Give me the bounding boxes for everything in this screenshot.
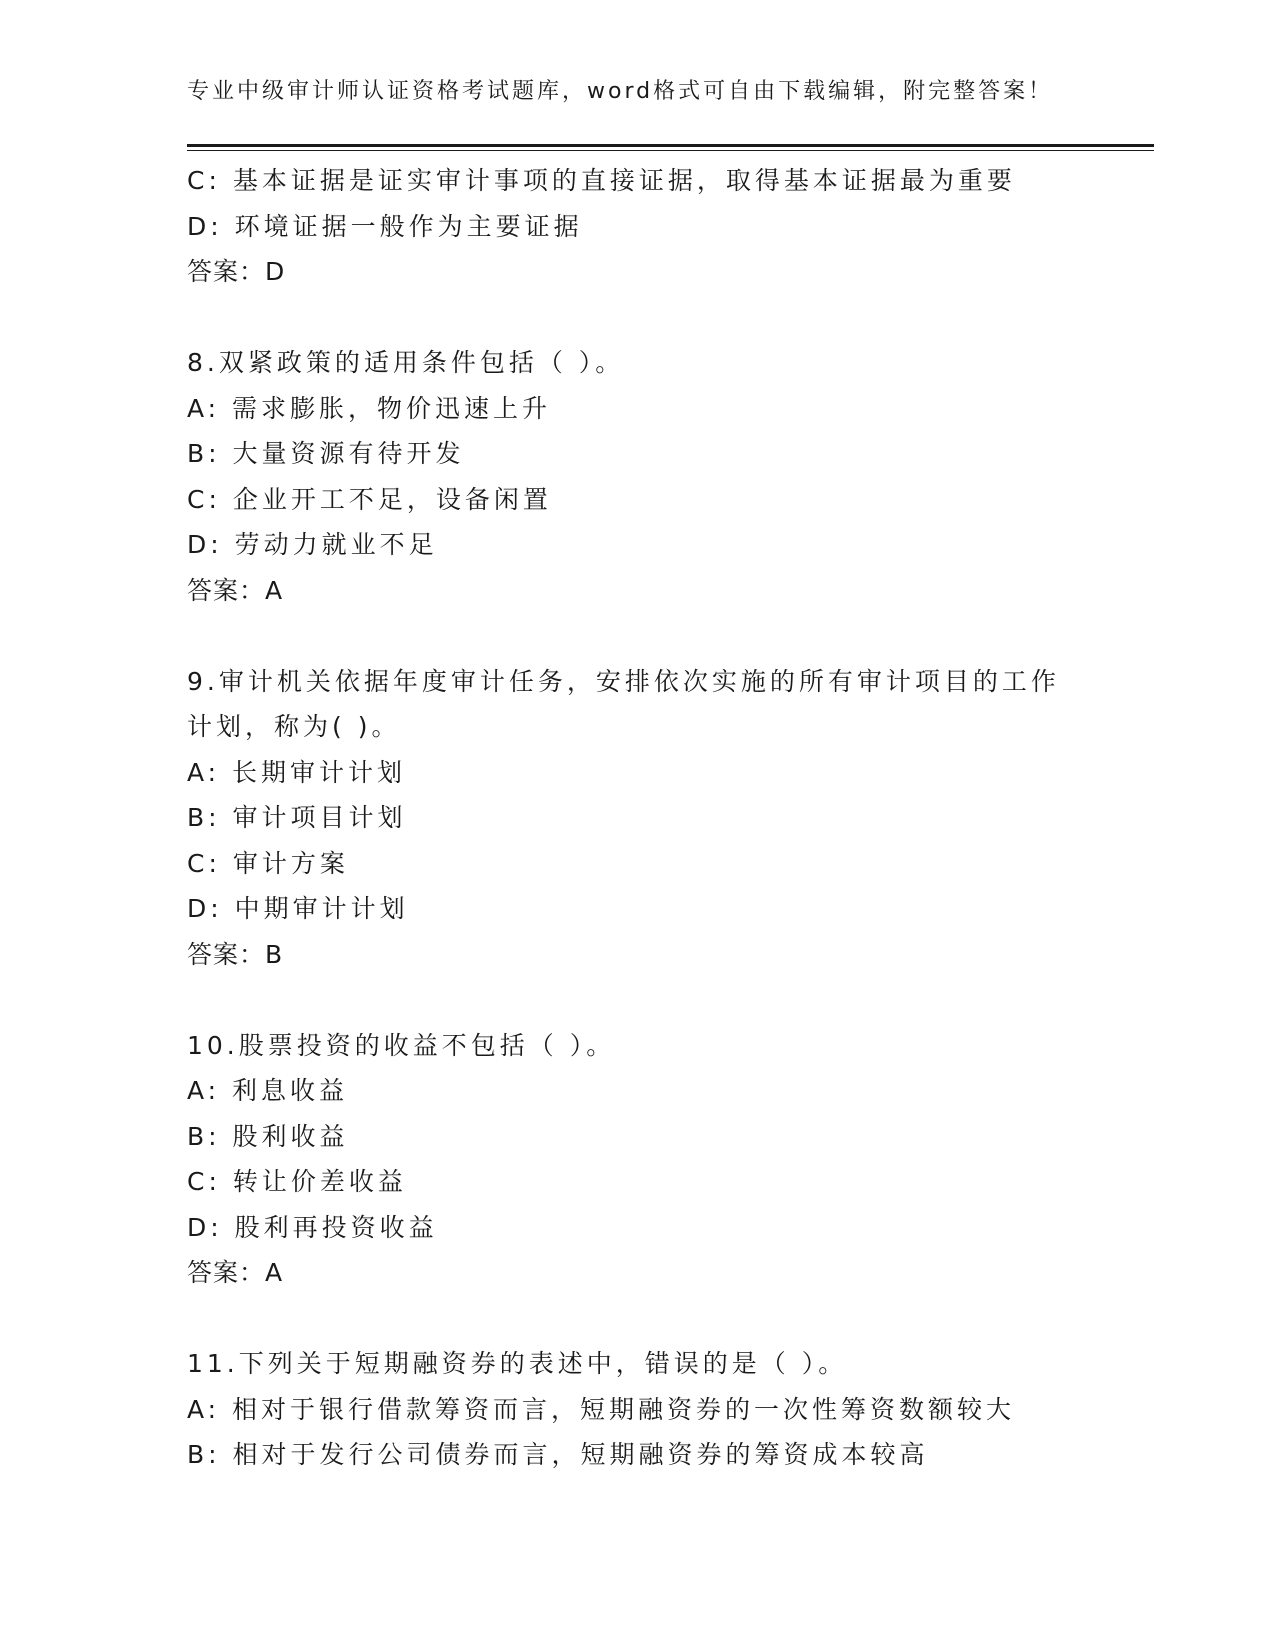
q8-stem: 8.双紧政策的适用条件包括（ ）。 (187, 348, 625, 377)
q9-option-a: A: 长期审计计划 (187, 757, 407, 787)
q10-option-b: B: 股利收益 (187, 1121, 349, 1151)
header-rule-thick (187, 144, 1154, 147)
q9-stem-line1: 9.审计机关依据年度审计任务，安排依次实施的所有审计项目的工作 (187, 666, 1060, 696)
q11-option-b: B: 相对于发行公司债券而言，短期融资券的筹资成本较高 (187, 1440, 929, 1469)
spacer (187, 1296, 1087, 1342)
header-rule-thin (187, 150, 1154, 151)
spacer (187, 977, 1087, 1023)
q7-option-c: C: 基本证据是证实审计事项的直接证据，取得基本证据最为重要 (187, 166, 1016, 195)
q11-option-a: A: 相对于银行借款筹资而言，短期融资券的一次性筹资数额较大 (187, 1394, 1016, 1424)
q8-option-d: D: 劳动力就业不足 (187, 530, 438, 559)
q9-option-d: D: 中期审计计划 (187, 894, 409, 923)
q8-answer: 答案：A (187, 575, 284, 605)
q9-option-c: C: 审计方案 (187, 848, 349, 878)
q10-option-c: C: 转让价差收益 (187, 1167, 407, 1196)
document-body (187, 158, 1087, 1478)
q7-option-d: D: 环境证据一般作为主要证据 (187, 211, 583, 241)
q10-answer: 答案：A (187, 1258, 284, 1287)
spacer (187, 295, 1087, 341)
q10-stem: 10.股票投资的收益不包括（ ）。 (187, 1030, 616, 1060)
q8-option-c: C: 企业开工不足，设备闲置 (187, 484, 552, 514)
q7-answer: 答案：D (187, 257, 286, 286)
q10-option-a: A: 利息收益 (187, 1076, 349, 1105)
spacer (187, 613, 1087, 659)
q8-option-a: A: 需求膨胀，物价迅速上升 (187, 393, 552, 423)
q11-stem: 11.下列关于短期融资券的表述中，错误的是（ ）。 (187, 1349, 848, 1378)
q9-stem-line2: 计划，称为( )。 (187, 712, 401, 741)
q10-option-d: D: 股利再投资收益 (187, 1212, 438, 1242)
q9-option-b: B: 审计项目计划 (187, 803, 407, 832)
page-header: 专业中级审计师认证资格考试题库，word格式可自由下载编辑，附完整答案！ (187, 79, 1054, 104)
q9-answer: 答案：B (187, 939, 284, 969)
q8-option-b: B: 大量资源有待开发 (187, 439, 465, 468)
